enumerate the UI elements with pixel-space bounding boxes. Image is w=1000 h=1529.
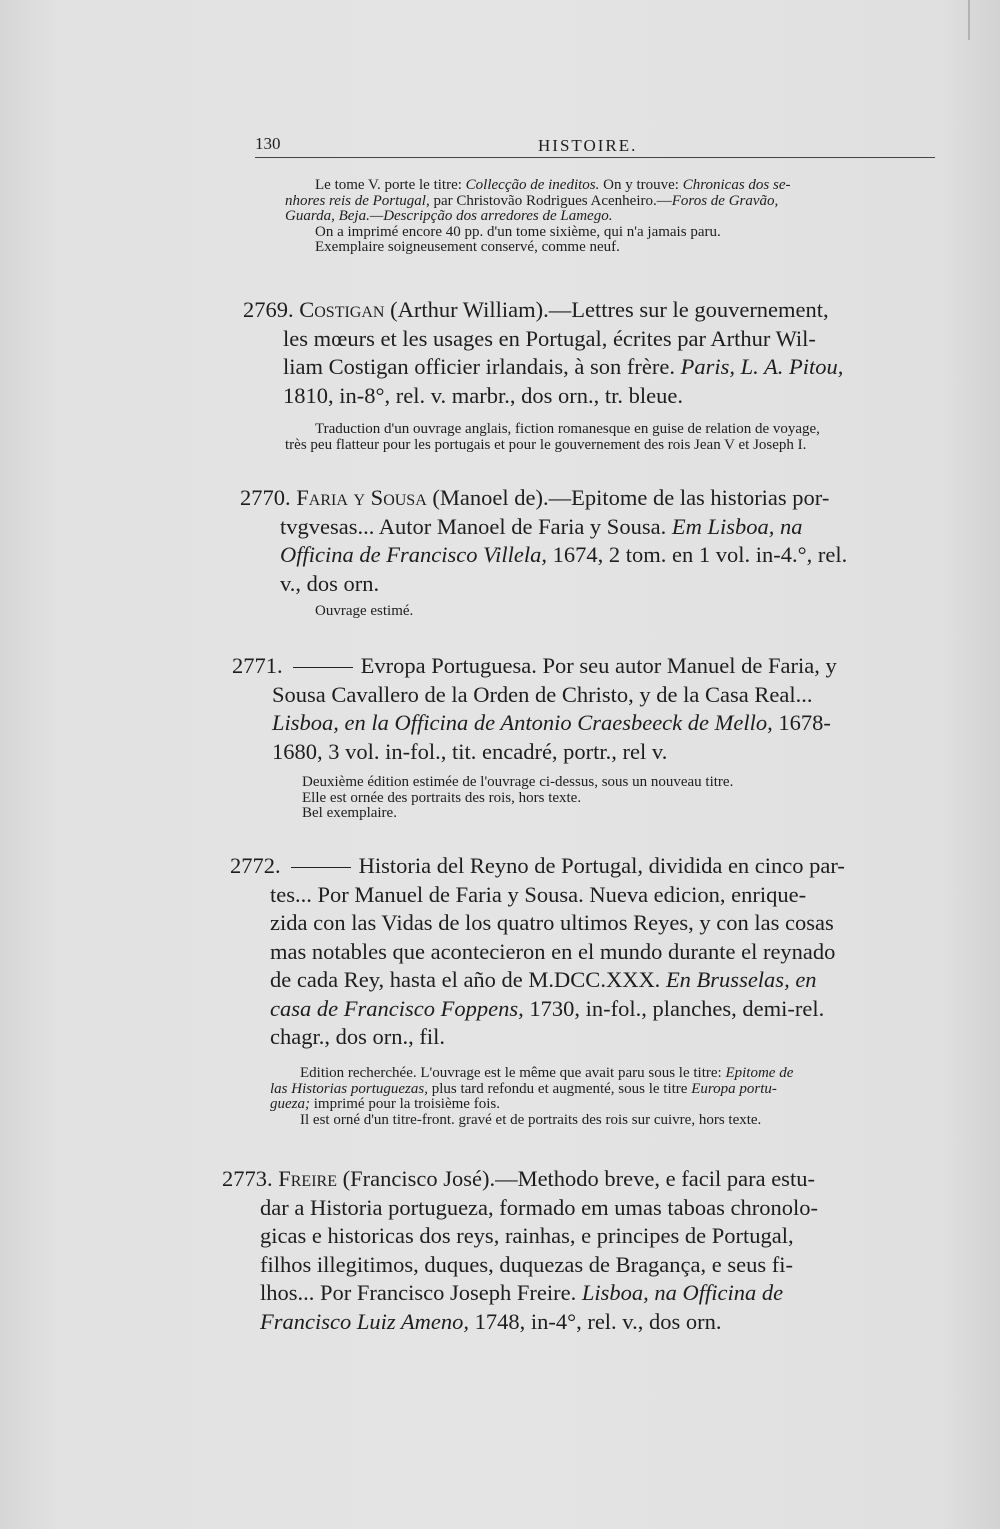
note-2769: Traduction d'un ouvrage anglais, fiction romanesque en guise de relation de voyage, très peu flatteur pour les portugais et pour le gouvernement des rois Jean V et Joseph I. xyxy=(285,421,820,453)
entry-2773: 2773. Freire (Francisco José).—Methodo breve, e facil para estu- dar a Historia portugueza, formado em umas taboas chronolo- gicas e historicas dos reys, rainhas, e principes de Portugal, filhos illegitimos, duques, duquezas de Bragança, e seus fi- lhos... Por Francisco Joseph Freire. Lisboa, na Officina de Francisco Luiz Ameno, 1748, in-4°, rel. v., dos orn. xyxy=(222,1166,818,1334)
entry-2771: 2771. Evropa Portuguesa. Por seu autor Manuel de Faria, y Sousa Cavallero de la Orden de Christo, y de la Casa Real... Lisboa, en la Officina de Antonio Craesbeeck de Mello, 1678- 1680, 3 vol. in-fol., tit. encadré, portr., rel v. xyxy=(232,653,837,764)
entry-2769: 2769. Costigan (Arthur William).—Lettres sur le gouvernement, les mœurs et les usages en Portugal, écrites par Arthur Wil- liam Costigan officier irlandais, à son frère. Paris, L. A. Pitou, 1810, in-8°, rel. v. marbr., dos orn., tr. bleue. xyxy=(243,297,844,408)
running-head: HISTOIRE. xyxy=(538,136,638,155)
entry-author: Freire xyxy=(278,1166,337,1191)
note-2772: Edition recherchée. L'ouvrage est le même que avait paru sous le titre: Epitome de las Historias portuguezas, plus tard refondu et augmenté, sous le titre Europa portu- gueza; imprimé pour la troisième fois. Il est orné d'un titre-front. gravé et de portraits des rois sur cuivre, hors texte. xyxy=(270,1065,794,1128)
note-2770: Ouvrage estimé. xyxy=(315,603,414,619)
intro-note: Le tome V. porte le titre: Collecção de ineditos. On y trouve: Chronicas dos se- nhores reis de Portugal, par Christovão Rodrigues Acenheiro.—Foros de Gravão, Guarda, Beja.—Descripção dos arredores de Lamego. On a imprimé encore 40 pp. d'un tome sixième, qui n'a jamais paru. Exemplaire soigneusement conservé, comme neuf. xyxy=(285,177,791,255)
entry-author: Costigan xyxy=(299,297,385,322)
entry-2770: 2770. Faria y Sousa (Manoel de).—Epitome de las historias por- tvgvesas... Autor Manoel de Faria y Sousa. Em Lisboa, na Officina de Francisco Villela, 1674, 2 tom. en 1 vol. in-4.°, rel. v., dos orn. xyxy=(240,485,848,596)
entry-author: Faria y Sousa xyxy=(296,485,427,510)
ditto-dash xyxy=(291,867,351,868)
page-number: 130 xyxy=(255,134,281,153)
page-crease xyxy=(968,0,970,40)
page-header xyxy=(255,130,935,160)
note-2771: Deuxième édition estimée de l'ouvrage ci-dessus, sous un nouveau titre. Elle est ornée des portraits des rois, hors texte. Bel exemplaire. xyxy=(302,774,734,821)
header-rule xyxy=(255,157,935,158)
ditto-dash xyxy=(293,667,353,668)
entry-2772: 2772. Historia del Reyno de Portugal, dividida en cinco par- tes... Por Manuel de Faria y Sousa. Nueva edicion, enrique- zida con las Vidas de los quatro ultimos Reyes, y con las cosas mas notables que acontecieron en el mundo durante el reynado de cada Rey, hasta el año de M.DCC.XXX. En Brusselas, en casa de Francisco Foppens, 1730, in-fol., planches, demi-rel. chagr., dos orn., fil. xyxy=(230,853,845,1049)
